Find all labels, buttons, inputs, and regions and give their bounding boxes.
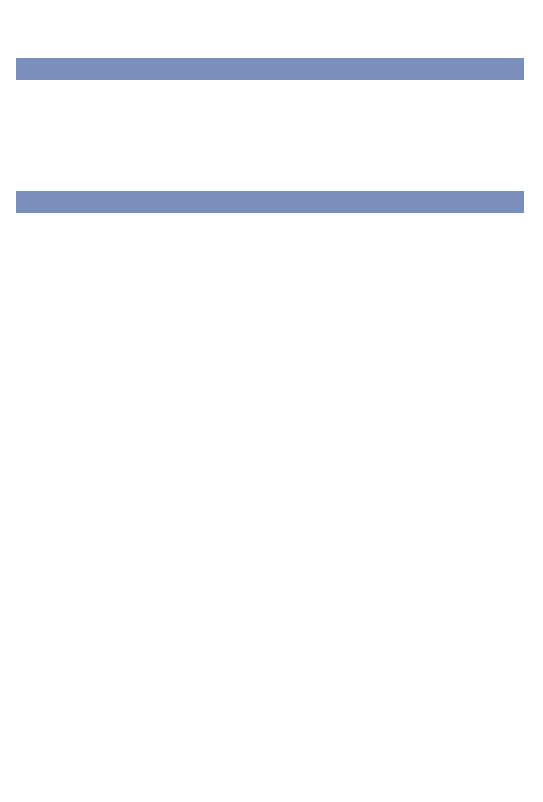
lineups-header xyxy=(16,191,524,213)
goalkeepers-header xyxy=(16,58,524,80)
